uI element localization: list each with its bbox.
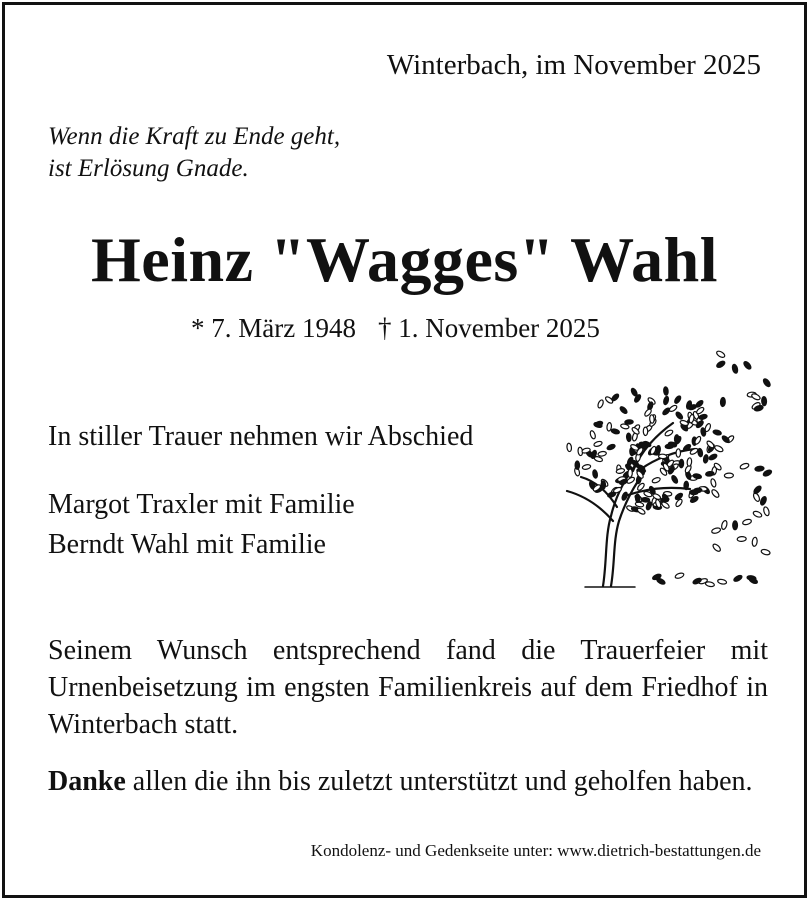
- leaf-icon: [675, 572, 685, 579]
- mourners-list: [48, 485, 355, 565]
- leaf-icon: [743, 360, 753, 370]
- leaf-icon: [679, 459, 684, 468]
- leaf-icon: [712, 543, 722, 553]
- leaf-icon: [626, 433, 631, 442]
- leaf-icon: [671, 475, 679, 484]
- leaf-icon: [567, 443, 572, 452]
- life-dates: [191, 313, 600, 344]
- ceremony-paragraph: Seinem Wunsch entsprechend fand die Trauerfeier mit Urnenbeisetzung im engsten Familienkreis auf dem Friedhof in Winterbach statt.: [48, 635, 768, 740]
- leaf-icon: [689, 490, 698, 495]
- leaf-icon: [713, 429, 722, 436]
- leaf-icon: [658, 454, 667, 459]
- leaf-icon: [597, 399, 604, 408]
- motto-line-2: ist Erlösung Gnade.: [48, 155, 249, 182]
- leaf-icon: [759, 496, 767, 506]
- deceased-name: Heinz "Wagges" Wahl: [91, 224, 718, 295]
- death-date: † 1. November 2025: [377, 313, 600, 343]
- leaf-icon: [684, 481, 689, 490]
- leaf-icon: [651, 477, 660, 484]
- leaf-icon: [751, 393, 761, 401]
- leaf-icon: [643, 427, 648, 435]
- leaf-icon: [752, 510, 762, 518]
- leaf-icon: [661, 501, 670, 509]
- leaf-icon: [732, 364, 739, 374]
- leaf-icon: [673, 395, 681, 404]
- leaf-icon: [593, 441, 602, 448]
- leaf-icon: [737, 536, 746, 541]
- leaf-icon: [716, 360, 726, 369]
- leaf-icon: [761, 396, 766, 405]
- leaf-icon: [742, 518, 752, 525]
- leaf-icon: [668, 404, 677, 412]
- leaf-icon: [739, 462, 749, 470]
- leaf-icon: [703, 454, 709, 463]
- leaf-icon: [611, 393, 620, 402]
- leaf-icon: [663, 396, 669, 405]
- leaf-icon: [606, 443, 615, 450]
- leaf-icon: [649, 415, 654, 424]
- leaf-icon: [721, 435, 730, 444]
- leaf-icon: [724, 473, 733, 478]
- leaf-icon: [594, 456, 603, 463]
- leaf-icon: [733, 521, 738, 530]
- motto: [48, 121, 340, 185]
- leaf-icon: [710, 478, 717, 487]
- leaf-icon: [582, 464, 591, 470]
- condolence-footer: Kondolenz- und Gedenkseite unter: www.dietrich-bestattungen.de: [310, 841, 761, 860]
- leaf-icon: [575, 461, 580, 469]
- leaf-icon: [635, 494, 640, 503]
- leaf-icon: [748, 577, 758, 585]
- leaf-icon: [628, 469, 633, 478]
- mourner-1: Margot Traxler mit Familie: [48, 489, 355, 520]
- leaf-icon: [625, 420, 634, 425]
- tree-in-wind-icon: [545, 331, 775, 593]
- mourning-line: In stiller Trauer nehmen wir Abschied: [48, 421, 474, 452]
- leaf-icon: [664, 429, 673, 437]
- leaf-icon: [592, 469, 598, 478]
- birth-date: * 7. März 1948: [191, 313, 356, 343]
- leaf-icon: [721, 520, 728, 530]
- leaf-icon: [675, 411, 684, 420]
- leaf-icon: [762, 378, 771, 388]
- place-date: Winterbach, im November 2025: [386, 49, 761, 81]
- leaf-icon: [641, 497, 650, 502]
- leaf-icon: [733, 574, 743, 582]
- leaf-icon: [755, 466, 765, 472]
- leaf-icon: [687, 458, 692, 467]
- leaf-icon: [763, 506, 770, 516]
- leaf-icon: [711, 527, 721, 534]
- leaf-icon: [665, 444, 674, 449]
- thanks-rest: allen die ihn bis zuletzt unterstützt und geholfen haben.: [125, 766, 753, 797]
- leaf-icon: [761, 549, 771, 556]
- leaf-icon: [676, 449, 681, 457]
- leaf-icon: [714, 444, 724, 452]
- leaf-icon: [619, 406, 628, 415]
- tree-leaves: [567, 350, 773, 587]
- leaf-icon: [716, 350, 726, 359]
- thanks-paragraph: [48, 763, 768, 800]
- leaf-icon: [708, 453, 717, 461]
- leaf-icon: [753, 485, 763, 495]
- obituary-notice: [2, 2, 807, 898]
- motto-line-1: Wenn die Kraft zu Ende geht,: [48, 123, 341, 150]
- leaf-icon: [711, 489, 721, 499]
- leaf-icon: [705, 581, 715, 587]
- leaf-icon: [607, 491, 616, 498]
- mourner-2: Berndt Wahl mit Familie: [48, 529, 326, 560]
- leaf-icon: [663, 387, 668, 396]
- leaf-icon: [589, 430, 596, 439]
- leaf-icon: [698, 414, 707, 420]
- leaf-icon: [655, 445, 661, 454]
- leaf-icon: [682, 443, 691, 452]
- thanks-bold: Danke: [48, 766, 126, 797]
- leaf-icon: [717, 579, 727, 585]
- leaf-icon: [611, 428, 620, 435]
- leaf-icon: [720, 397, 725, 406]
- leaf-icon: [752, 537, 758, 547]
- leaf-icon: [636, 507, 645, 515]
- leaf-icon: [705, 471, 714, 477]
- leaf-icon: [598, 451, 607, 457]
